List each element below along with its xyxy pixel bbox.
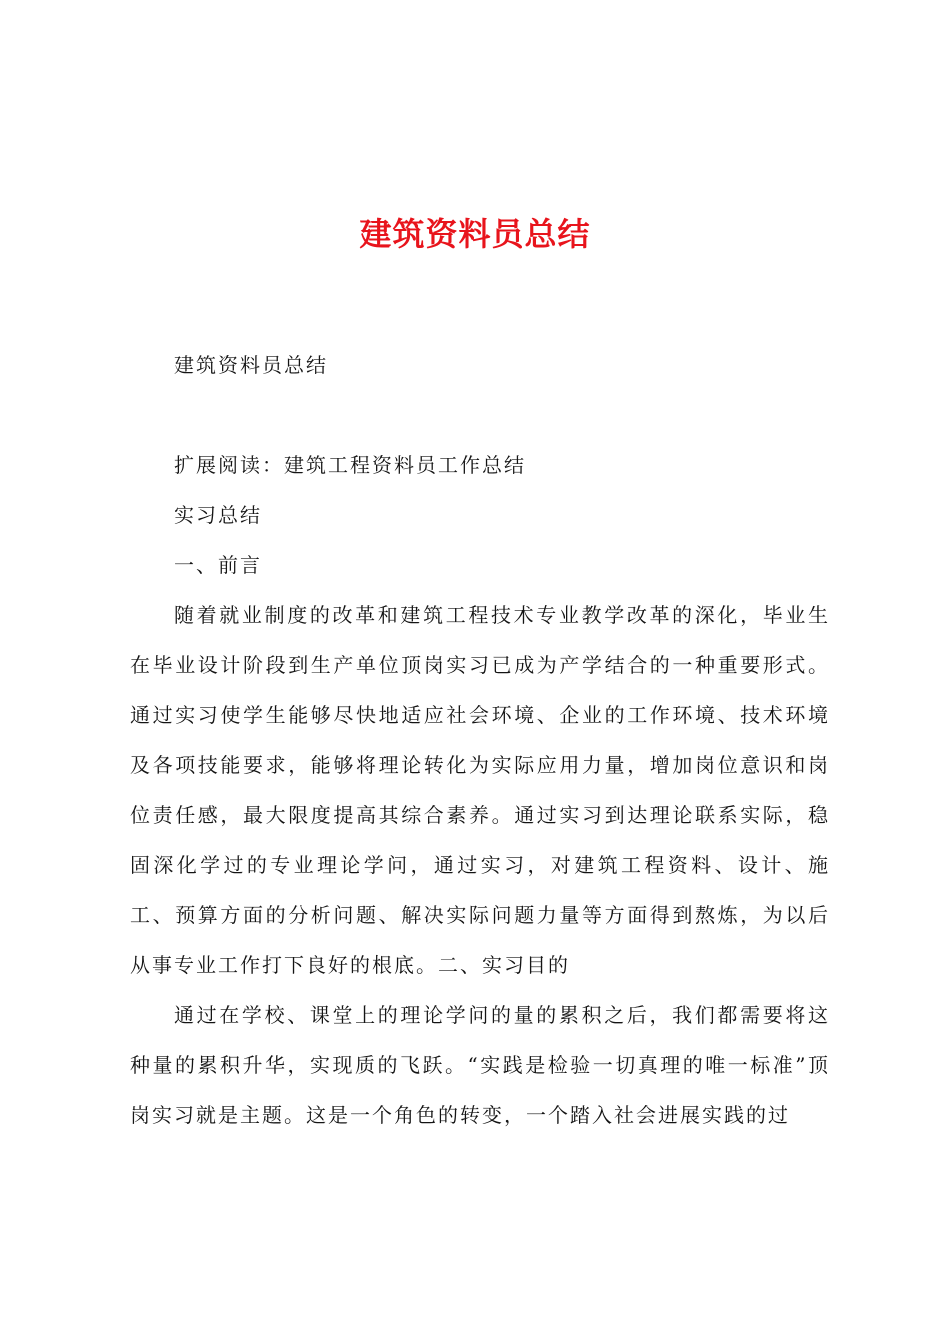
body-paragraph-2: 通过在学校、课堂上的理论学问的量的累积之后，我们都需要将这种量的累积升华，实现质的飞跃。“实践是检验一切真理的唯一标准”顶岗实习就是主题。这是一个角色的转变，一个踏入社会进展实践的过 (130, 1003, 830, 1127)
body-paragraph-1: 随着就业制度的改革和建筑工程技术专业教学改革的深化，毕业生在毕业设计阶段到生产单位顶岗实习已成为产学结合的一种重要形式。通过实习使学生能够尽快地适应社会环境、企业的工作环境、技术环境及各项技能要求，能够将理论转化为实际应用力量，增加岗位意识和岗位责任感，最大限度提高其综合素养。通过实习到达理论联系实际，稳固深化学过的专业理论学问，通过实习，对建筑工程资料、设计、施工、预算方面的分析问题、解决实际问题力量等方面得到熬炼，为以后从事专业工作打下良好的根底。二、实习目的 (130, 603, 830, 977)
extended-reading-line: 扩展阅读：建筑工程资料员工作总结 (174, 453, 526, 477)
document-title: 建筑资料员总结 (359, 215, 591, 253)
subtitle-line: 建筑资料员总结 (174, 353, 328, 377)
section-heading: 实习总结 (174, 503, 262, 527)
preface-heading: 一、前言 (174, 553, 262, 577)
document-body (130, 340, 830, 1140)
